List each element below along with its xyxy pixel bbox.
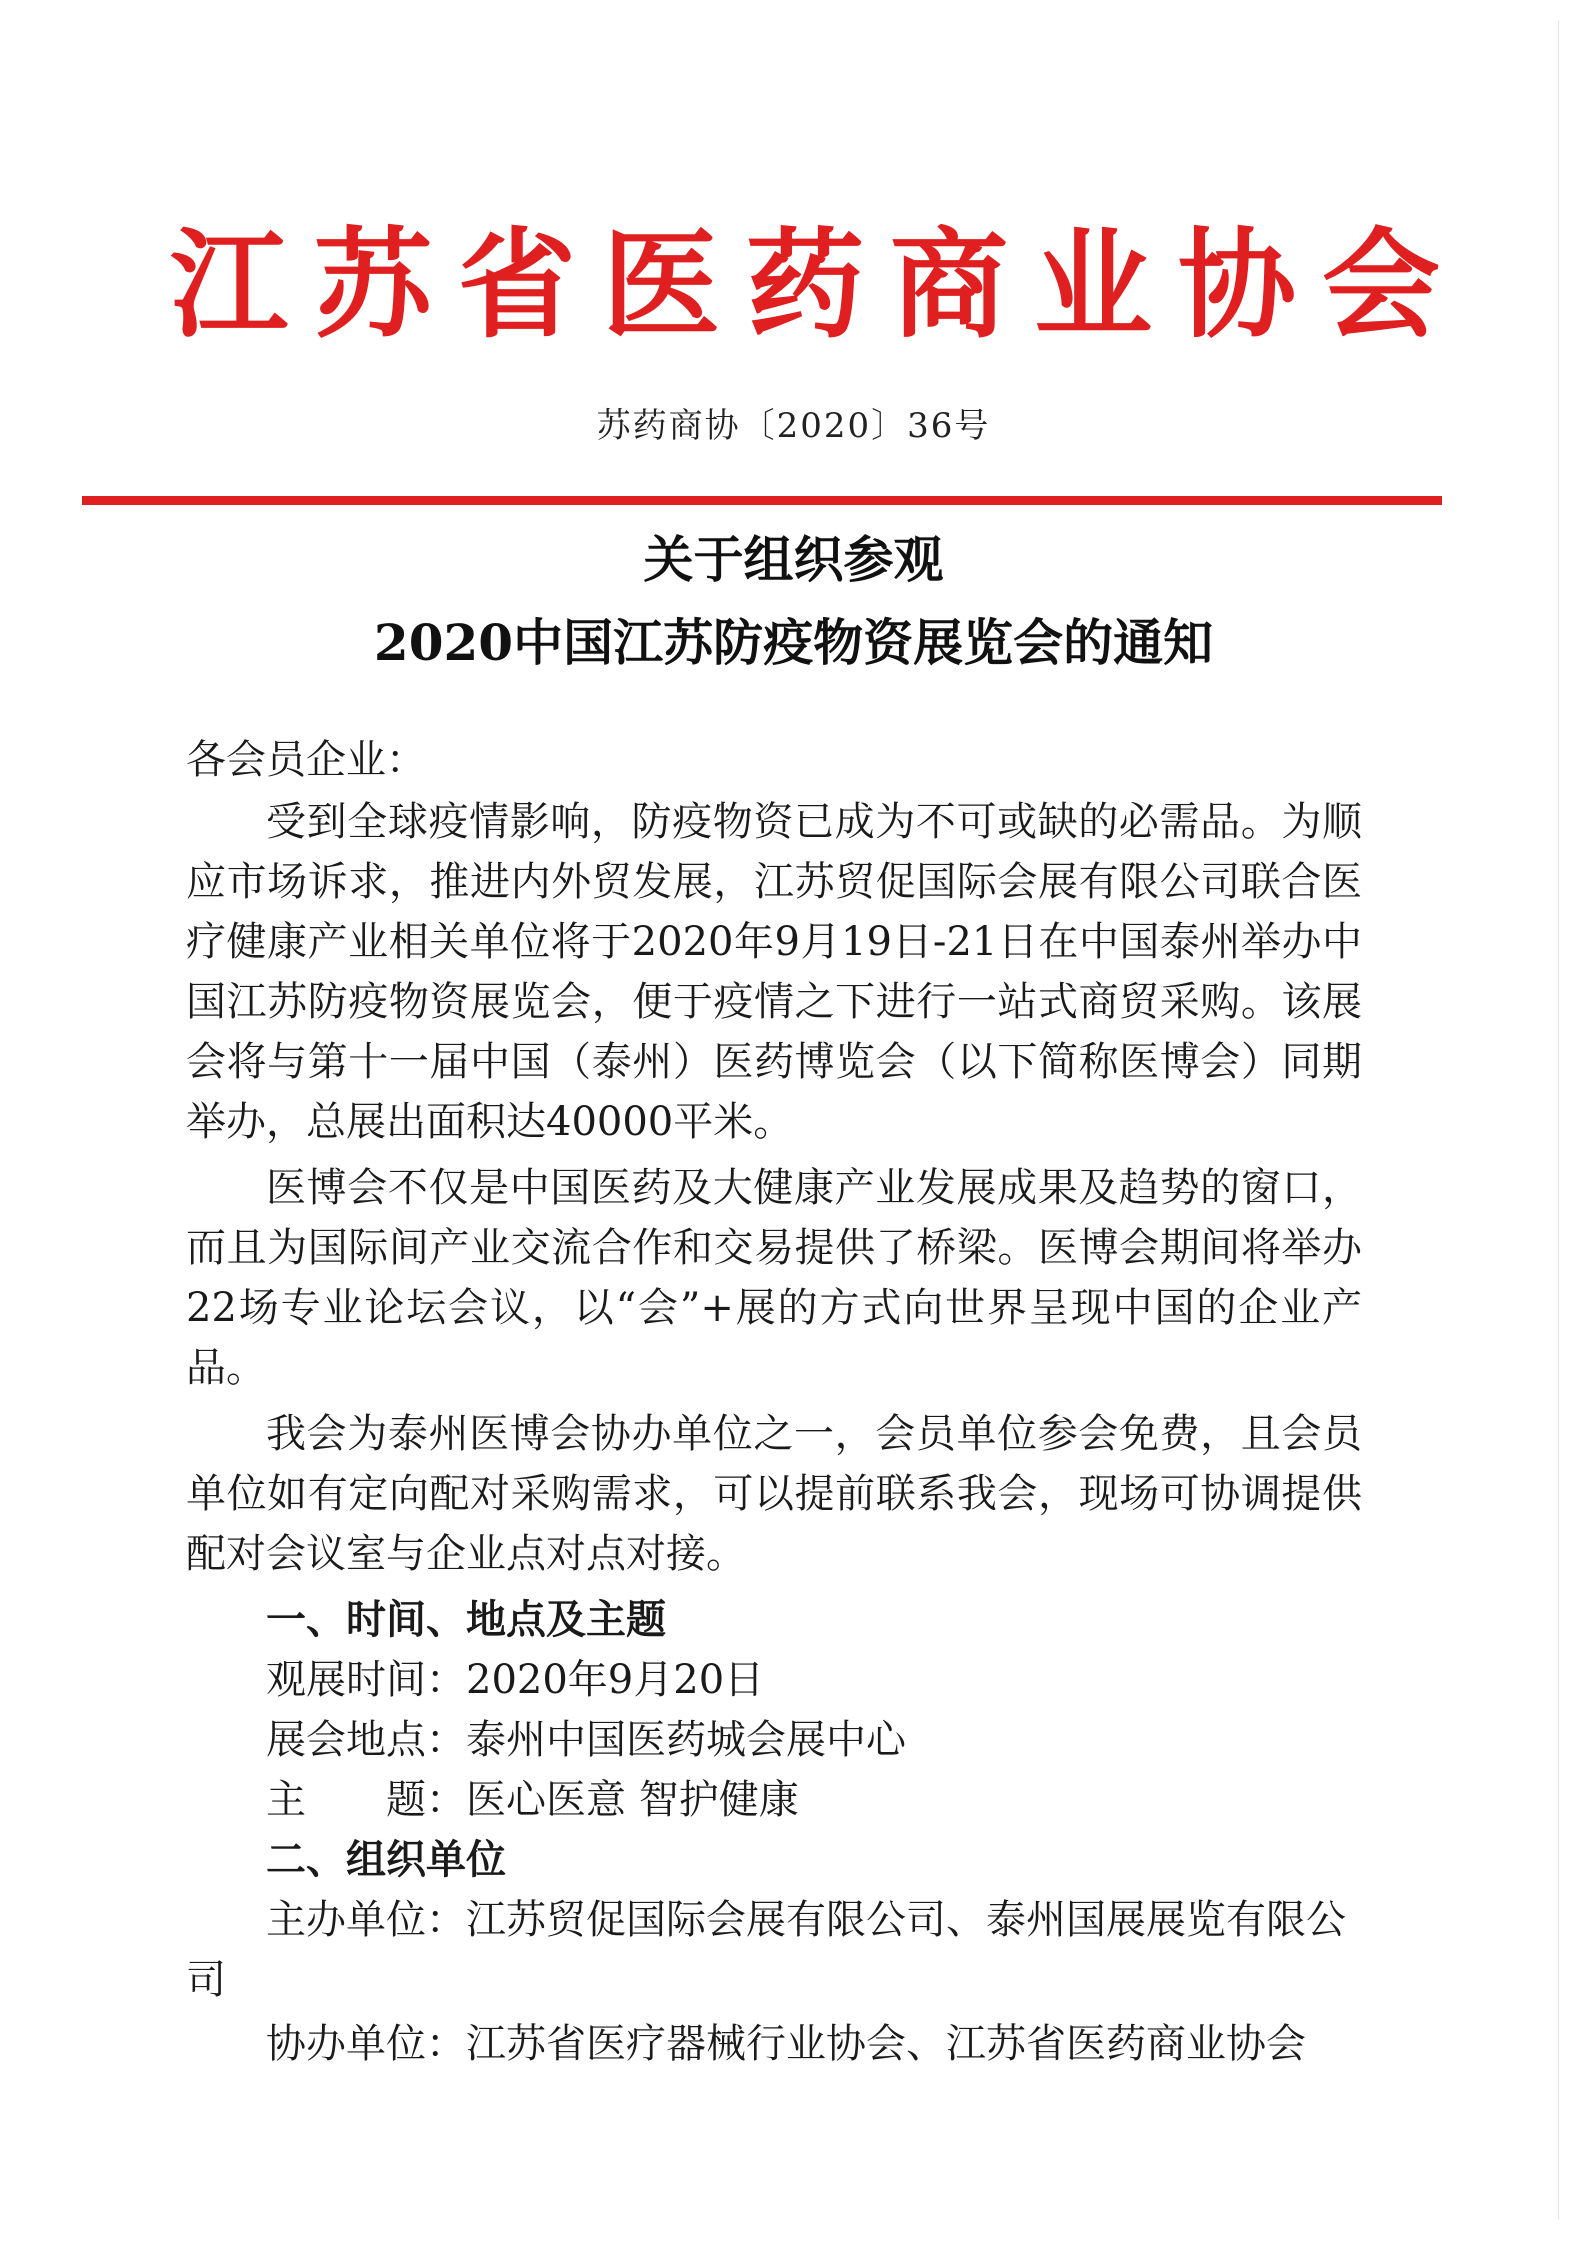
document-number: 苏药商协〔2020〕36号 — [596, 406, 991, 446]
section-heading-time-place: 一、时间、地点及主题 — [266, 1597, 666, 1643]
item-visit-time: 观展时间：2020年9月20日 — [266, 1657, 765, 1703]
notice-title-line1: 关于组织参观 — [643, 530, 944, 589]
letterhead-org-name: 江苏省医药商业协会 — [170, 216, 1467, 354]
item-host-organizer: 主办单位：江苏贸促国际会展有限公司、泰州国展展览有限公司 — [186, 1897, 1346, 2003]
item-venue: 展会地点：泰州中国医药城会展中心 — [266, 1717, 906, 1763]
notice-title-line2: 2020中国江苏防疫物资展览会的通知 — [373, 613, 1214, 672]
paragraph-membership: 我会为泰州医博会协办单位之一，会员单位参会免费，且会员单位如有定向配对采购需求，可以提前联系我会，现场可协调提供配对会议室与企业点对点对接。 — [186, 1411, 1362, 1577]
item-co-organizer: 协办单位：江苏省医疗器械行业协会、江苏省医药商业协会 — [266, 2021, 1306, 2067]
salutation: 各会员企业： — [186, 737, 426, 783]
item-theme: 主 题：医心医意 智护健康 — [266, 1777, 799, 1823]
notice-body — [186, 730, 1362, 2074]
paragraph-background: 受到全球疫情影响，防疫物资已成为不可或缺的必需品。为顺应市场诉求，推进内外贸发展，江苏贸促国际会展有限公司联合医疗健康产业相关单位将于2020年9月19日-21日在中国泰州举办中国江苏防疫物资展览会，便于疫情之下进行一站式商贸采购。该展会将与第十一届中国（泰州）医药博览会（以下简称医博会）同期举办，总展出面积达40000平米。 — [186, 799, 1362, 1145]
paragraph-expo-intro: 医博会不仅是中国医药及大健康产业发展成果及趋势的窗口，而且为国际间产业交流合作和交易提供了桥梁。医博会期间将举办22场专业论坛会议，以“会”+展的方式向世界呈现中国的企业产品。 — [186, 1165, 1362, 1391]
letterhead-red-rule — [82, 496, 1442, 505]
scan-edge — [1558, 20, 1559, 2220]
section-heading-organizers: 二、组织单位 — [266, 1837, 506, 1883]
